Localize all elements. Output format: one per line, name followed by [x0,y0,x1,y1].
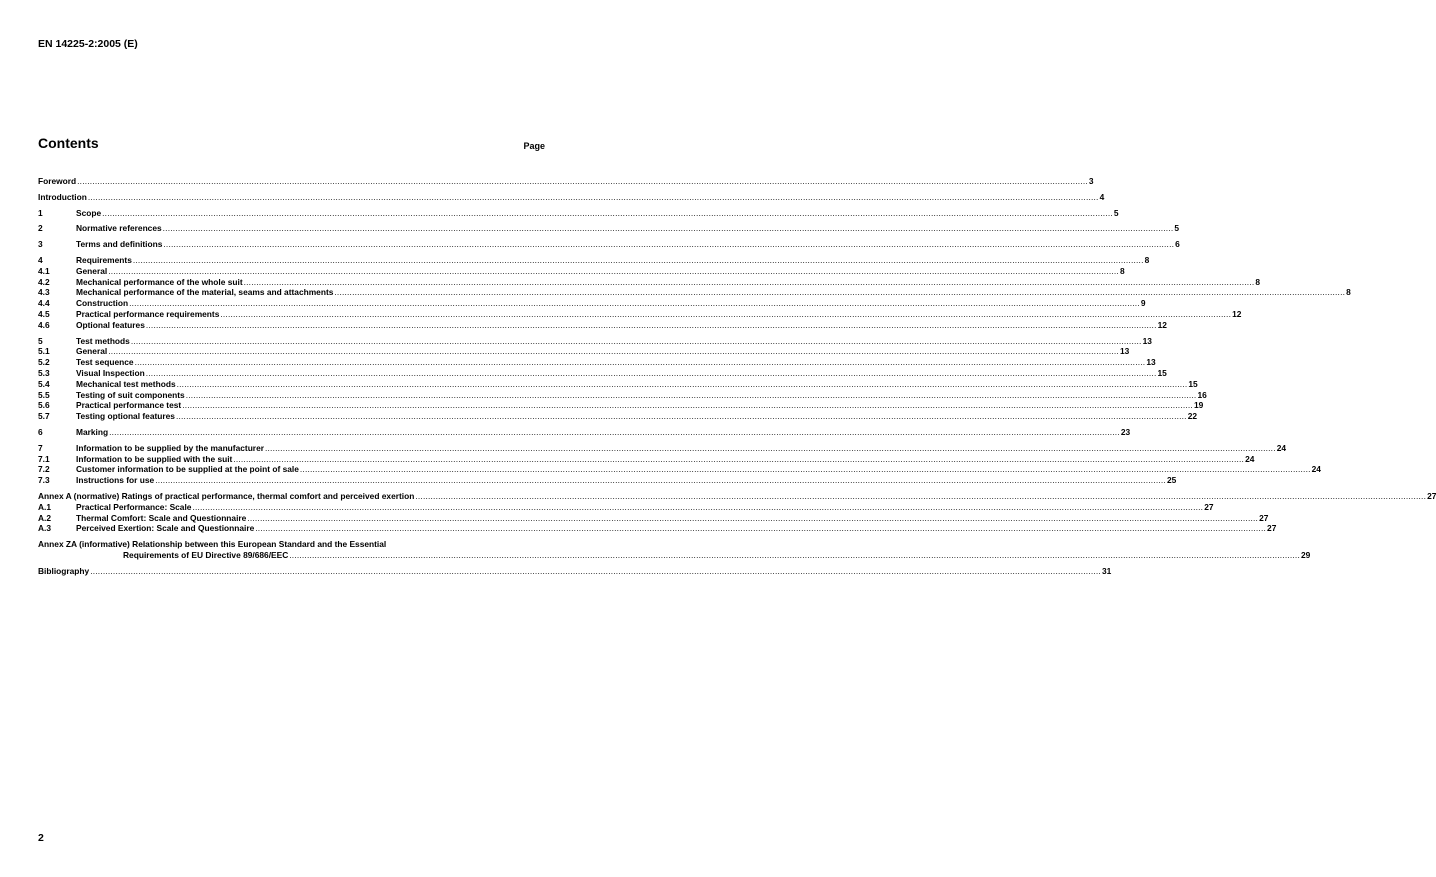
toc-entry-page: 16 [1197,389,1207,400]
toc-entry-page: 13 [1119,346,1130,357]
toc-entry-title: Mechanical performance of the whole suit [76,276,243,287]
toc-entry[interactable] [38,223,1180,234]
dot-leader: ................................................................................................................................................................................................................................................................................................................................................................................................................ [175,411,1187,422]
toc-entry-number: 5.6 [38,400,50,411]
dot-leader: ................................................................................................................................................................................................................................................................................................................................................................................................................ [102,207,1113,218]
toc-entry-number: 3 [38,239,43,250]
toc-entry[interactable] [38,426,1131,438]
toc-entry-title: Foreword [38,176,77,186]
toc-entry-number: 4.2 [38,276,50,287]
toc-entry[interactable] [38,490,1436,502]
toc-entry-page: 13 [1146,357,1156,368]
toc-entry[interactable] [38,319,1167,331]
toc-entry-page: 4 [1099,191,1105,202]
toc-entry-number: 5.7 [38,411,50,422]
dot-leader: ................................................................................................................................................................................................................................................................................................................................................................................................................ [299,464,1311,475]
toc-entry[interactable] [38,464,1321,475]
toc-entry[interactable] [38,276,1261,288]
dot-leader: ................................................................................................................................................................................................................................................................................................................................................................................................................ [289,549,1300,560]
toc-entry-number: 4.3 [38,287,50,298]
toc-entry-number: 2 [38,223,43,234]
contents-heading: Contents [38,135,99,151]
toc-entry[interactable] [38,346,1130,357]
toc-entry-title: Instructions for use [76,475,155,486]
toc-entry[interactable] [38,378,1198,390]
toc-entry-page: 9 [1140,298,1146,309]
toc-entry-page: 15 [1157,367,1167,378]
toc-entry-title: Requirements [76,254,132,265]
dot-leader: ................................................................................................................................................................................................................................................................................................................................................................................................................ [182,400,1193,411]
dot-leader: ................................................................................................................................................................................................................................................................................................................................................................................................................ [334,287,1346,298]
toc-entry-page: 27 [1427,490,1436,501]
dot-leader: ................................................................................................................................................................................................................................................................................................................................................................................................................ [163,239,1175,250]
toc-entry-title: Visual Inspection [76,367,145,378]
toc-entry-title: Thermal Comfort: Scale and Questionnaire [76,512,247,523]
dot-leader: ................................................................................................................................................................................................................................................................................................................................................................................................................ [109,426,1120,437]
toc-entry[interactable] [38,512,1269,524]
dot-leader: ................................................................................................................................................................................................................................................................................................................................................................................................................ [192,501,1204,512]
dot-leader: ................................................................................................................................................................................................................................................................................................................................................................................................................ [255,523,1267,534]
dot-leader: ................................................................................................................................................................................................................................................................................................................................................................................................................ [129,298,1140,309]
toc-entry-title: Practical performance test [76,400,182,411]
toc-entry-page: 23 [1120,426,1131,437]
toc-entry-title: Practical Performance: Scale [76,501,192,512]
dot-leader: ................................................................................................................................................................................................................................................................................................................................................................................................................ [132,254,1144,265]
toc-entry-page: 6 [1175,239,1180,250]
toc-entry-page: 27 [1267,523,1277,534]
toc-entry[interactable] [38,475,1177,486]
page-column-header: Page [523,141,545,151]
toc-entry-number: 5.1 [38,346,50,357]
dot-leader: ................................................................................................................................................................................................................................................................................................................................................................................................................ [145,319,1157,330]
table-of-contents [38,176,1436,577]
dot-leader: ................................................................................................................................................................................................................................................................................................................................................................................................................ [243,276,1255,287]
page-number: 2 [38,832,44,844]
toc-entry-page: 15 [1188,378,1198,389]
toc-entry-title: Testing optional features [76,411,175,422]
toc-entry-title: General [76,265,108,276]
toc-entry-number: 5 [38,335,43,346]
toc-entry[interactable] [38,501,1214,513]
toc-entry-title: Test methods [76,335,130,346]
toc-entry-title: Annex A (normative) Ratings of practical performance, thermal comfort and perceived exertion [38,490,415,501]
toc-entry-page: 8 [1144,254,1150,265]
dot-leader: ................................................................................................................................................................................................................................................................................................................................................................................................................ [233,453,1245,464]
dot-leader: ................................................................................................................................................................................................................................................................................................................................................................................................................ [415,490,1427,501]
toc-entry[interactable] [38,523,1277,534]
dot-leader: ................................................................................................................................................................................................................................................................................................................................................................................................................ [145,367,1157,378]
toc-entry[interactable] [38,389,1207,401]
toc-entry-title: Normative references [76,223,162,234]
toc-entry[interactable] [38,357,1156,368]
toc-entry-number: 4 [38,254,43,265]
toc-entry-number: 7.3 [38,475,50,486]
toc-entry-page: 25 [1166,475,1177,486]
toc-entry-title: Perceived Exertion: Scale and Questionnaire [76,523,255,534]
toc-entry-page: 8 [1255,276,1261,287]
toc-entry-title: Annex ZA (informative) Relationship between this European Standard and the Essential [38,539,387,550]
toc-entry-number: 7.1 [38,453,50,464]
dot-leader: ................................................................................................................................................................................................................................................................................................................................................................................................................ [108,265,1119,276]
toc-entry[interactable] [38,265,1125,277]
toc-entry-page: 29 [1301,549,1311,560]
dot-leader: ................................................................................................................................................................................................................................................................................................................................................................................................................ [247,512,1259,523]
toc-entry[interactable] [38,191,1105,203]
toc-entry-number: 7.2 [38,464,50,475]
toc-entry-page: 24 [1311,464,1321,475]
dot-leader: ................................................................................................................................................................................................................................................................................................................................................................................................................ [90,565,1101,576]
toc-entry-number: A.3 [38,523,52,534]
dot-leader: ................................................................................................................................................................................................................................................................................................................................................................................................................ [155,475,1166,486]
toc-entry-title: Mechanical test methods [76,378,176,389]
toc-entry-page: 24 [1245,453,1255,464]
dot-leader: ................................................................................................................................................................................................................................................................................................................................................................................................................ [130,335,1142,346]
dot-leader: ................................................................................................................................................................................................................................................................................................................................................................................................................ [176,378,1188,389]
dot-leader: ................................................................................................................................................................................................................................................................................................................................................................................................................ [162,223,1174,234]
toc-entry-number: 4.4 [38,298,50,309]
toc-entry-page: 8 [1119,265,1125,276]
toc-entry[interactable] [38,539,1311,561]
toc-entry-title: General [76,346,108,357]
toc-entry-title: Information to be supplied by the manufacturer [76,442,264,453]
toc-entry[interactable] [38,298,1146,309]
toc-entry[interactable] [38,176,1094,187]
toc-entry-number: 5.2 [38,357,50,368]
toc-entry-page: 22 [1187,411,1198,422]
toc-entry-title: Test sequence [76,357,134,368]
toc-entry-number: 6 [38,426,43,437]
dot-leader: ................................................................................................................................................................................................................................................................................................................................................................................................................ [265,442,1276,453]
toc-entry[interactable] [38,565,1112,577]
toc-entry[interactable] [38,453,1255,465]
toc-entry-title: Customer information to be supplied at the point of sale [76,464,299,475]
dot-leader: ................................................................................................................................................................................................................................................................................................................................................................................................................ [108,346,1119,357]
toc-entry-number: 1 [38,207,43,218]
toc-entry-number: 7 [38,442,43,453]
toc-entry-page: 24 [1276,442,1287,453]
toc-entry[interactable] [38,411,1198,422]
toc-entry-title: Construction [76,298,129,309]
toc-entry-title: Information to be supplied with the suit [76,453,233,464]
toc-entry-page: 5 [1174,223,1180,234]
toc-entry-page: 12 [1232,308,1242,319]
dot-leader: ................................................................................................................................................................................................................................................................................................................................................................................................................ [87,191,1099,202]
document-id: EN 14225-2:2005 (E) [38,38,138,50]
toc-entry-title: Practical performance requirements [76,308,220,319]
toc-entry-title: Mechanical performance of the material, seams and attachments [76,287,334,298]
toc-entry-title-continued: Requirements of EU Directive 89/686/EEC [123,549,289,560]
toc-entry[interactable] [38,254,1150,266]
toc-entry[interactable] [38,400,1204,411]
toc-entry[interactable] [38,335,1152,347]
toc-entry[interactable] [38,367,1167,379]
toc-entry-page: 31 [1101,565,1112,576]
toc-entry-page: 13 [1142,335,1152,346]
toc-entry-number: 5.5 [38,389,50,400]
toc-entry-number: 4.6 [38,319,50,330]
toc-entry[interactable] [38,287,1351,298]
toc-entry[interactable] [38,308,1242,320]
dot-leader: ................................................................................................................................................................................................................................................................................................................................................................................................................ [185,389,1197,400]
toc-entry[interactable] [38,239,1180,250]
toc-entry-number: 4.5 [38,308,50,319]
toc-entry-title: Testing of suit components [76,389,185,400]
dot-leader: ................................................................................................................................................................................................................................................................................................................................................................................................................ [77,176,1088,186]
toc-entry-number: A.1 [38,501,52,512]
toc-entry-page: 3 [1088,176,1094,186]
toc-entry-title: Terms and definitions [76,239,163,250]
dot-leader: ................................................................................................................................................................................................................................................................................................................................................................................................................ [220,308,1232,319]
toc-entry-number: 5.4 [38,378,50,389]
toc-entry[interactable] [38,442,1287,454]
toc-entry-title: Introduction [38,191,87,202]
toc-entry-title: Marking [76,426,109,437]
toc-entry-page: 8 [1346,287,1351,298]
toc-entry-page: 27 [1204,501,1214,512]
toc-entry-number: A.2 [38,512,52,523]
toc-entry-title: Bibliography [38,565,90,576]
toc-entry-page: 12 [1157,319,1167,330]
dot-leader: ................................................................................................................................................................................................................................................................................................................................................................................................................ [134,357,1146,368]
toc-entry-number: 4.1 [38,265,50,276]
toc-entry-page: 5 [1113,207,1119,218]
toc-entry-title: Optional features [76,319,145,330]
toc-entry-number: 5.3 [38,367,50,378]
toc-entry-title: Scope [76,207,102,218]
toc-entry-page: 19 [1193,400,1204,411]
toc-entry-page: 27 [1259,512,1269,523]
toc-entry[interactable] [38,207,1119,219]
